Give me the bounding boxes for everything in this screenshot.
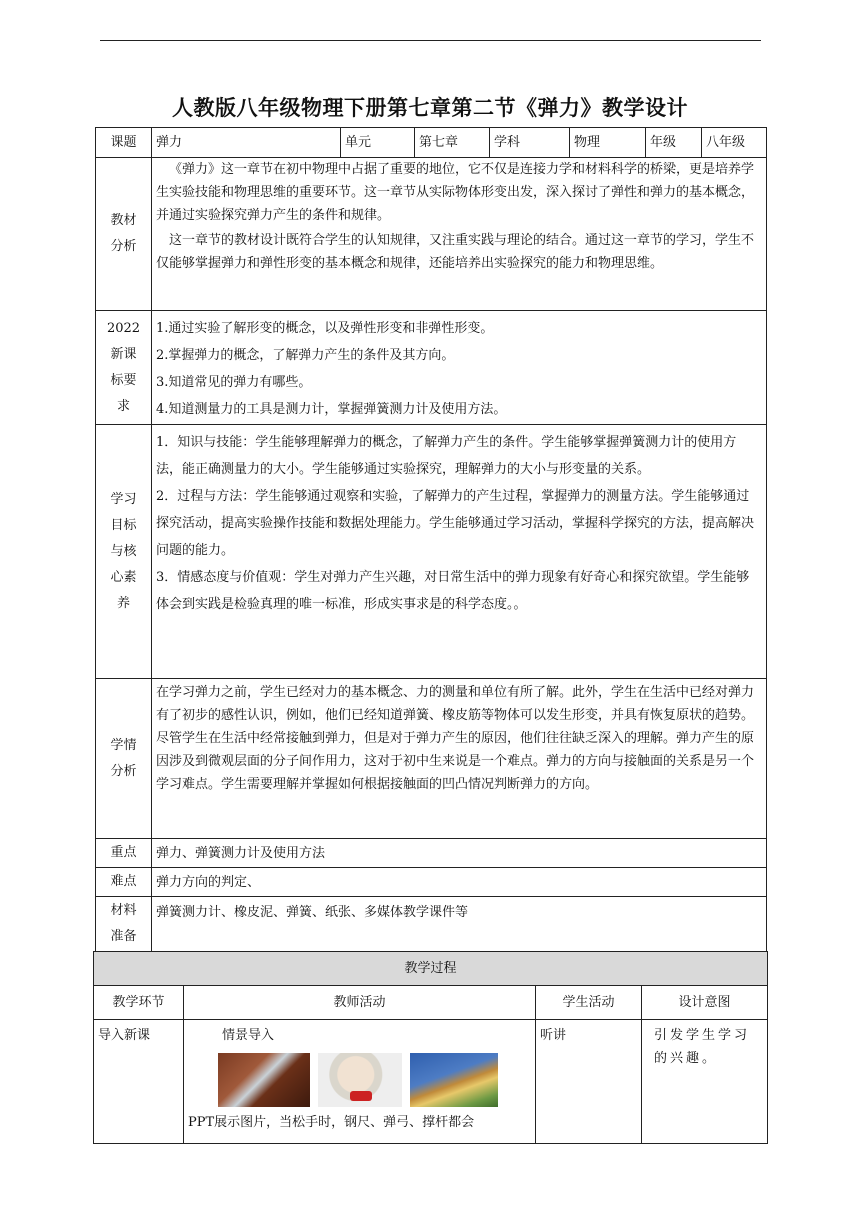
- curriculum-standards-row: [96, 311, 767, 425]
- standard-item: 3.知道常见的弹力有哪些。: [156, 375, 312, 390]
- learner-analysis-content: [152, 679, 767, 839]
- unit-value: 第七章: [415, 128, 490, 158]
- header-student-activity: 学生活动: [536, 986, 642, 1020]
- learner-analysis-row: [96, 679, 767, 839]
- process-banner-row: [94, 952, 768, 986]
- lesson-info-table: [95, 127, 767, 952]
- textbook-analysis-row: [96, 158, 767, 311]
- standard-item: 2.掌握弹力的概念，了解弹力产生的条件及其方向。: [156, 348, 455, 363]
- textbook-analysis-label: 教材 分析: [96, 158, 152, 311]
- key-points-content: 弹力、弹簧测力计及使用方法: [152, 839, 767, 868]
- curriculum-standards-label: 2022 新课 标要 求: [96, 311, 152, 425]
- key-points-label: 重点: [96, 839, 152, 868]
- analysis-paragraph: 这一章节的教材设计既符合学生的认知规律，又注重实践与理论的结合。通过这一章节的学习，学生不仅能够掌握弹力和弹性形变的基本概念和规律，还能培养出实验探究的能力和物理思维。: [156, 233, 755, 271]
- learning-objectives-content: [152, 425, 767, 679]
- difficulty-row: [96, 868, 767, 897]
- info-row: [96, 128, 767, 158]
- difficulty-label: 难点: [96, 868, 152, 897]
- topic-label: 课题: [96, 128, 152, 158]
- materials-row: [96, 897, 767, 952]
- key-points-row: [96, 839, 767, 868]
- teacher-activity-intro: [184, 1020, 536, 1144]
- header-design-intent: 设计意图: [642, 986, 768, 1020]
- textbook-analysis-content: [152, 158, 767, 311]
- grade-label: 年级: [646, 128, 702, 158]
- stage-intro: 导入新课: [94, 1020, 184, 1144]
- curriculum-standards-content: [152, 311, 767, 425]
- learning-objectives-row: [96, 425, 767, 679]
- intro-images: [218, 1053, 531, 1107]
- materials-label: 材料 准备: [96, 897, 152, 952]
- process-row-intro: [94, 1020, 768, 1144]
- learner-paragraph: 在学习弹力之前，学生已经对力的基本概念、力的测量和单位有所了解。此外，学生在生活中已经对弹力有了初步的感性认识，例如，他们已经知道弹簧、橡皮筋等物体可以发生形变，并具有恢复原状的趋势。: [156, 685, 755, 723]
- header-rule: [100, 40, 761, 41]
- slingshot-photo: [318, 1053, 402, 1107]
- materials-content: 弹簧测力计、橡皮泥、弹簧、纸张、多媒体教学课件等: [152, 897, 767, 952]
- unit-label: 单元: [341, 128, 415, 158]
- teaching-process-table: [93, 951, 768, 1144]
- standard-item: 4.知道测量力的工具是测力计，掌握弹簧测力计及使用方法。: [156, 402, 507, 417]
- process-banner: 教学过程: [94, 952, 768, 986]
- objective-paragraph: 1．知识与技能：学生能够理解弹力的概念，了解弹力产生的条件。学生能够掌握弹簧测力计的使用方法，能正确测量力的大小。学生能够通过实验探究，理解弹力的大小与形变量的关系。: [156, 435, 737, 477]
- standard-item: 1.通过实验了解形变的概念，以及弹性形变和非弹性形变。: [156, 321, 494, 336]
- analysis-paragraph: 《弹力》这一章节在初中物理中占据了重要的地位，它不仅是连接力学和材料科学的桥梁，更是培养学生实验技能和物理思维的重要环节。这一章节从实际物体形变出发，深入探讨了弹性和弹力的基本概念，并通过实验探究弹力产生的条件和规律。: [156, 162, 755, 223]
- header-stage: 教学环节: [94, 986, 184, 1020]
- document-title: 人教版八年级物理下册第七章第二节《弹力》教学设计: [172, 96, 688, 120]
- steel-ruler-photo: [218, 1053, 310, 1107]
- grade-value: 八年级: [702, 128, 767, 158]
- subject-value: 物理: [570, 128, 646, 158]
- difficulty-content: 弹力方向的判定、: [152, 868, 767, 897]
- pole-vault-photo: [410, 1053, 498, 1107]
- design-intent-intro: 引发学生学习的兴趣。: [642, 1020, 768, 1144]
- teacher-activity-text: PPT展示图片，当松手时，钢尺、弹弓、撑杆都会: [188, 1115, 475, 1130]
- objective-paragraph: 3．情感态度与价值观：学生对弹力产生兴趣，对日常生活中的弹力现象有好奇心和探究欲望。学生能够体会到实践是检验真理的唯一标准，形成实事求是的科学态度。。: [156, 570, 750, 612]
- learner-paragraph: 尽管学生在生活中经常接触到弹力，但是对于弹力产生的原因，他们往往缺乏深入的理解。弹力产生的原因涉及到微观层面的分子间作用力，这对于初中生来说是一个难点。弹力的方向与接触面的关系是另一个学习难点。学生需要理解并掌握如何根据接触面的凹凸情况判断弹力的方向。: [156, 731, 755, 792]
- subject-label: 学科: [490, 128, 570, 158]
- topic-value: 弹力: [152, 128, 341, 158]
- teacher-activity-heading: 情景导入: [222, 1028, 275, 1043]
- learner-analysis-label: 学情 分析: [96, 679, 152, 839]
- learning-objectives-label: 学习 目标 与核 心素 养: [96, 425, 152, 679]
- header-teacher-activity: 教师活动: [184, 986, 536, 1020]
- student-activity-intro: 听讲: [536, 1020, 642, 1144]
- process-header-row: [94, 986, 768, 1020]
- objective-paragraph: 2．过程与方法：学生能够通过观察和实验，了解弹力的产生过程，掌握弹力的测量方法。学生能够通过探究活动，提高实验操作技能和数据处理能力。学生能够通过学习活动，掌握科学探究的方法，提高解决问题的能力。: [156, 489, 755, 558]
